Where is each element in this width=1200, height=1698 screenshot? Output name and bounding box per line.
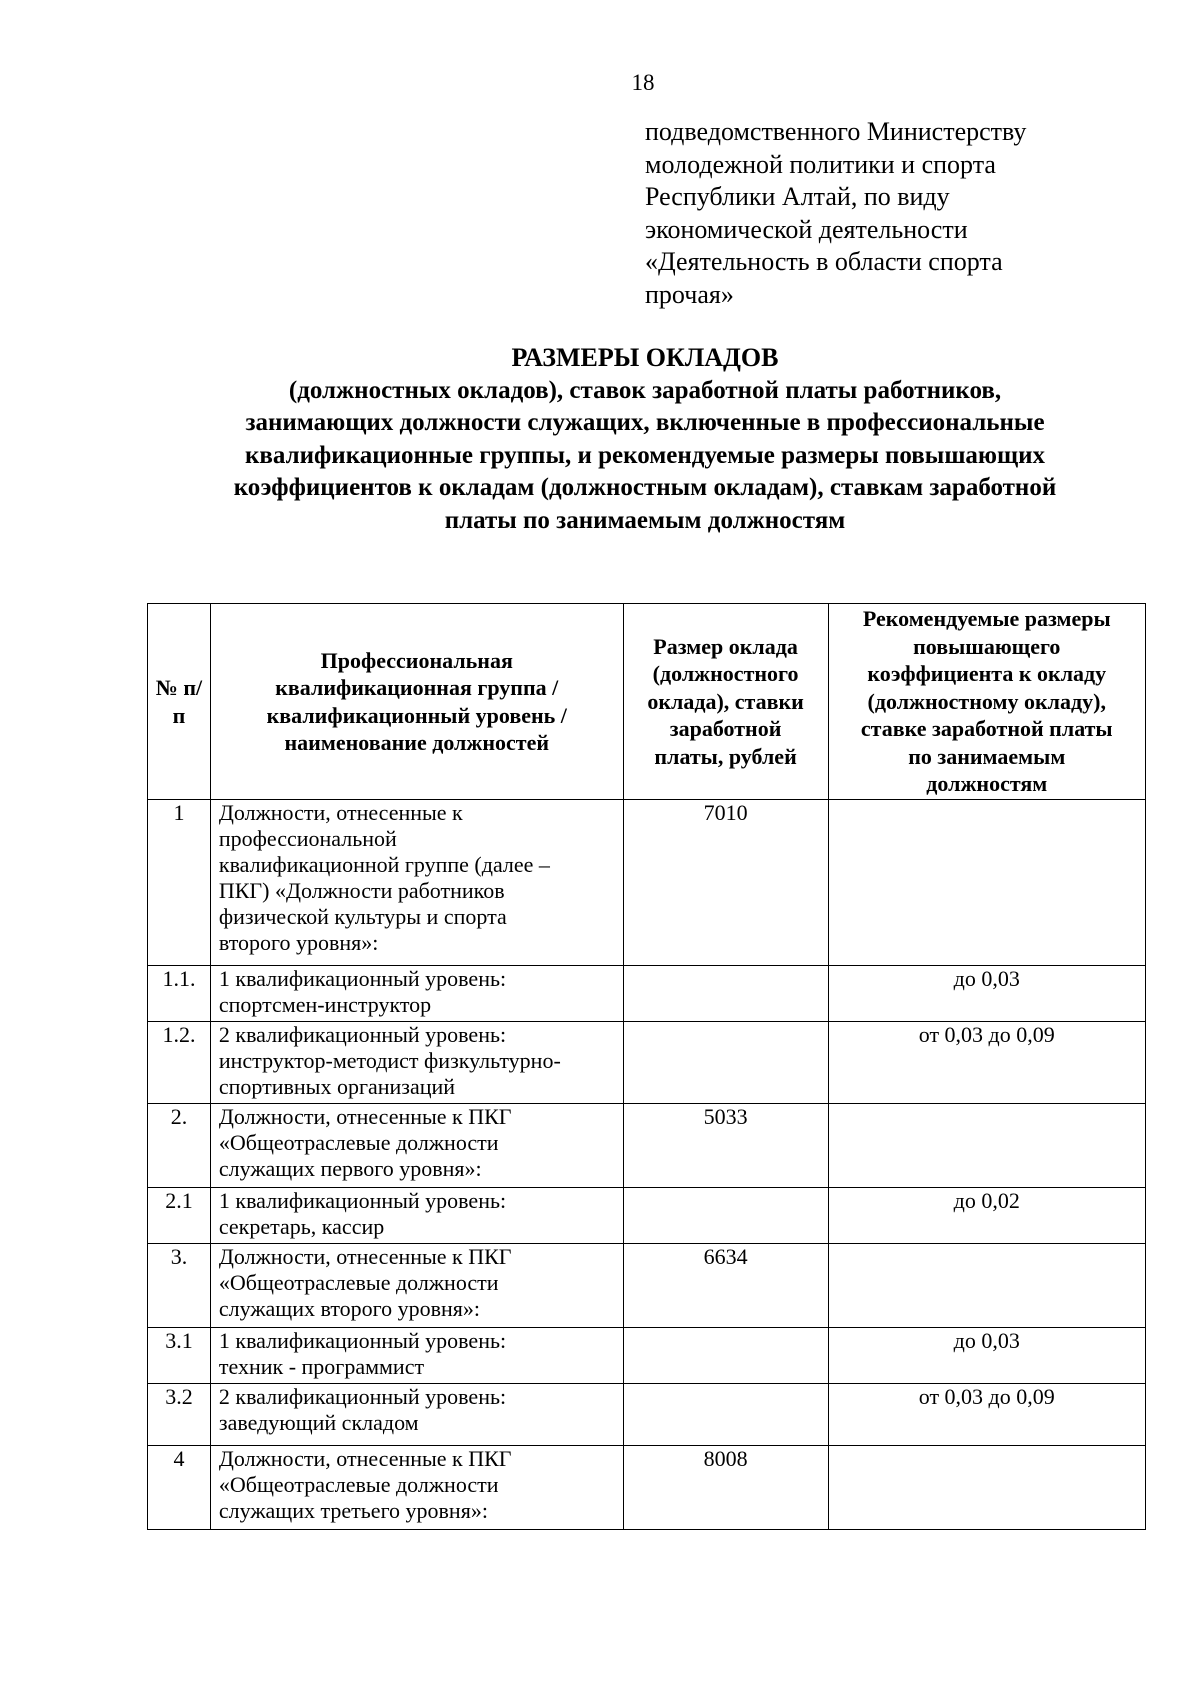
- heading-line: Республики Алтай, по виду: [645, 182, 950, 211]
- row-coefficient: до 0,02: [828, 1188, 1145, 1244]
- row-number: 1.1.: [148, 966, 211, 1022]
- row-number: 1: [148, 800, 211, 966]
- row-coefficient: от 0,03 до 0,09: [828, 1022, 1145, 1104]
- heading-line: экономической деятельности: [645, 214, 968, 244]
- title-line: занимающих должности служащих, включенные в профессиональные: [245, 409, 1045, 436]
- row-name: Должности, отнесенные к профессиональной квалификационной группе (далее – ПКГ) «Должности работников физической культуры и спорта второго уровня»:: [210, 800, 623, 966]
- title-line: коэффициентов к окладам (должностным окладам), ставкам заработной: [233, 474, 1057, 501]
- heading-line: подведомственного Министерству: [645, 117, 1027, 146]
- row-name: Должности, отнесенные к ПКГ «Общеотраслевые должности служащих третьего уровня»:: [210, 1446, 623, 1530]
- row-number: 3.1: [148, 1328, 211, 1384]
- row-number: 3.2: [148, 1384, 211, 1446]
- table-header-row: [148, 604, 1146, 800]
- row-salary: [623, 1022, 828, 1104]
- salary-table: [147, 603, 1146, 1530]
- row-name: 1 квалификационный уровень: секретарь, кассир: [210, 1188, 623, 1244]
- row-number: 1.2.: [148, 1022, 211, 1104]
- row-salary: 7010: [623, 800, 828, 966]
- row-salary: 5033: [623, 1104, 828, 1188]
- document-heading: [645, 116, 1145, 311]
- row-name: 2 квалификационный уровень: инструктор-методист физкультурно- спортивных организаций: [210, 1022, 623, 1104]
- header-salary: Размер оклада (должностного оклада), ставки заработной платы, рублей: [623, 604, 828, 800]
- table-row: [148, 1328, 1146, 1384]
- table-row: [148, 1244, 1146, 1328]
- heading-line: «Деятельность в области спорта: [645, 247, 1003, 276]
- header-coef: Рекомендуемые размеры повышающего коэффициента к окладу (должностному окладу), ставке заработной платы по занимаемым должностям: [828, 604, 1145, 800]
- row-coefficient: до 0,03: [828, 1328, 1145, 1384]
- page-number: 18: [631, 70, 655, 95]
- table-row: [148, 966, 1146, 1022]
- row-number: 4: [148, 1446, 211, 1530]
- table-row: [148, 800, 1146, 966]
- row-name: 1 квалификационный уровень: техник - программист: [210, 1328, 623, 1384]
- heading-line: прочая»: [645, 279, 734, 309]
- title-line: платы по занимаемым должностям: [444, 506, 846, 534]
- header-num: № п/ п: [148, 604, 211, 800]
- document-title: [0, 342, 1200, 537]
- heading-line: молодежной политики и спорта: [645, 149, 996, 179]
- row-number: 2.1: [148, 1188, 211, 1244]
- row-salary: [623, 1328, 828, 1384]
- table-row: [148, 1384, 1146, 1446]
- row-coefficient: [828, 1446, 1145, 1530]
- row-coefficient: [828, 1104, 1145, 1188]
- row-name: 2 квалификационный уровень: заведующий складом: [210, 1384, 623, 1446]
- row-salary: [623, 966, 828, 1022]
- row-coefficient: от 0,03 до 0,09: [828, 1384, 1145, 1446]
- row-name: 1 квалификационный уровень: спортсмен-инструктор: [210, 966, 623, 1022]
- row-number: 3.: [148, 1244, 211, 1328]
- table-row: [148, 1446, 1146, 1530]
- table-row: [148, 1022, 1146, 1104]
- row-name: Должности, отнесенные к ПКГ «Общеотраслевые должности служащих второго уровня»:: [210, 1244, 623, 1328]
- row-coefficient: [828, 1244, 1145, 1328]
- row-salary: [623, 1188, 828, 1244]
- row-salary: [623, 1384, 828, 1446]
- table-row: [148, 1188, 1146, 1244]
- header-name: Профессиональная квалификационная группа / квалификационный уровень / наименование должностей: [210, 604, 623, 800]
- row-coefficient: до 0,03: [828, 966, 1145, 1022]
- title-line: (должностных окладов), ставок заработной платы работников,: [288, 376, 1002, 404]
- row-number: 2.: [148, 1104, 211, 1188]
- row-salary: 6634: [623, 1244, 828, 1328]
- row-coefficient: [828, 800, 1145, 966]
- table-row: [148, 1104, 1146, 1188]
- title-line: квалификационные группы, и рекомендуемые размеры повышающих: [244, 441, 1046, 469]
- row-name: Должности, отнесенные к ПКГ «Общеотраслевые должности служащих первого уровня»:: [210, 1104, 623, 1188]
- title-main: РАЗМЕРЫ ОКЛАДОВ: [511, 343, 779, 372]
- row-salary: 8008: [623, 1446, 828, 1530]
